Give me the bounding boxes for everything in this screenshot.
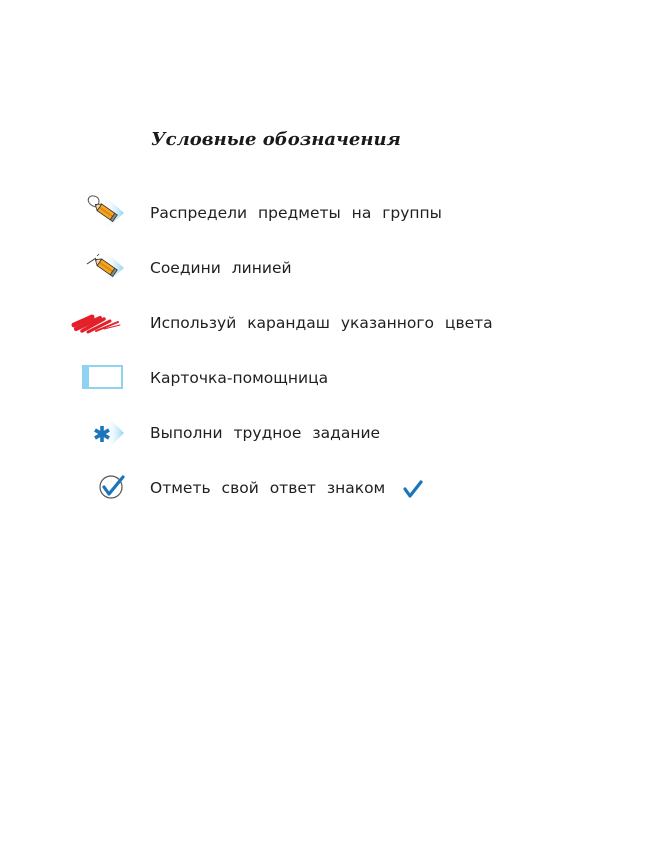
red-pencil-scribble-icon (70, 305, 126, 337)
legend-label: Распредели предметы на группы (150, 204, 442, 222)
circled-checkmark-icon (96, 470, 128, 502)
legend-item-mark-answer (0, 470, 650, 510)
page-title: Условные обозначения (151, 129, 401, 150)
pencil-with-line-icon (80, 248, 130, 290)
legend-label: Карточка-помощница (150, 369, 329, 387)
pencil-with-lasso-icon (80, 193, 130, 235)
legend-label: Соедини линией (150, 259, 292, 277)
legend-label-with-icon (150, 478, 424, 499)
legend-item-hard-task (0, 413, 650, 453)
legend-item-sort-groups (0, 193, 650, 233)
legend-item-connect-line (0, 248, 650, 288)
legend-label: Выполни трудное задание (150, 424, 381, 442)
asterisk-icon (88, 413, 128, 453)
legend-label: Отметь свой ответ знаком (150, 479, 386, 497)
legend-item-colored-pencil (0, 305, 650, 345)
checkmark-icon (402, 479, 424, 499)
legend-item-helper-card (0, 360, 650, 400)
helper-card-icon (82, 360, 124, 392)
legend-label: Используй карандаш указанного цвета (150, 314, 493, 332)
